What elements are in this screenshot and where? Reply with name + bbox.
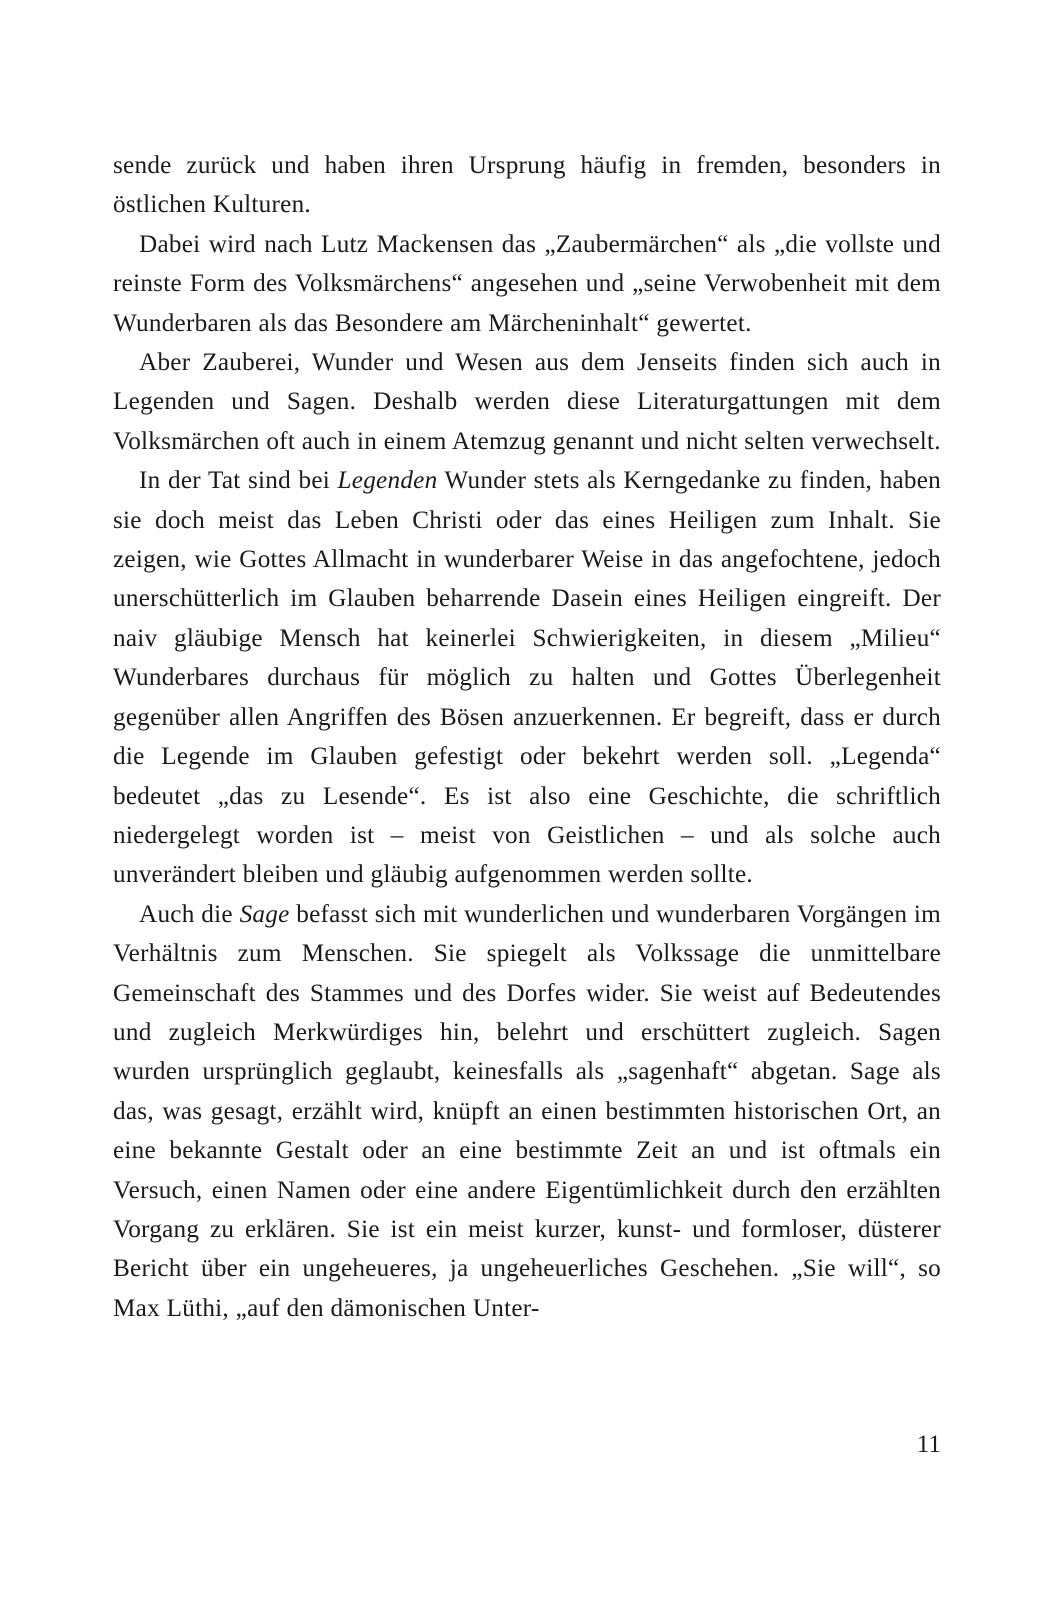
page-number: 11 bbox=[916, 1431, 941, 1458]
text-run: Dabei wird nach Lutz Mackensen das „Zaubermärchen“ als „die vollste und reinste Form des Volksmärchens“ angesehen und „seine Verwobenheit mit dem Wunderbaren als das Besondere am Märcheninhalt“ gewertet. bbox=[113, 230, 941, 337]
paragraph bbox=[113, 461, 941, 894]
text-run: Aber Zauberei, Wunder und Wesen aus dem Jenseits finden sich auch in Legenden und Sagen. Deshalb werden diese Literaturgattungen mit dem Volksmärchen oft auch in einem Atemzug genannt und nicht selten verwechselt. bbox=[113, 349, 941, 455]
body-text-block bbox=[113, 146, 941, 1328]
paragraph bbox=[113, 895, 941, 1328]
emphasized-term: Legenden bbox=[337, 467, 438, 495]
paragraph bbox=[113, 343, 941, 461]
paragraph bbox=[113, 146, 941, 225]
text-run: Auch die bbox=[139, 900, 240, 928]
text-run: In der Tat sind bei bbox=[139, 467, 338, 495]
text-run: sende zurück und haben ihren Ursprung häufig in fremden, besonders in östlichen Kulturen. bbox=[113, 152, 941, 219]
emphasized-term: Sage bbox=[239, 900, 290, 928]
text-run: Wunder stets als Kerngedanke zu finden, haben sie doch meist das Leben Christi oder das eines Heiligen zum Inhalt. Sie zeigen, wie Gottes Allmacht in wunderbarer Weise in das angefochtene, jedoch unerschütterlich im Glauben beharrende Dasein eines Heiligen eingreift. Der naiv gläubige Mensch hat keinerlei Schwierigkeiten, in diesem „Milieu“ Wunderbares durchaus für möglich zu halten und Gottes Überlegenheit gegenüber allen Angriffen des Bösen anzuerkennen. Er begreift, dass er durch die Legende im Glauben gefestigt oder bekehrt werden soll. „Legenda“ bedeutet „das zu Lesende“. Es ist also eine Geschichte, die schriftlich niedergelegt worden ist – meist von Geistlichen – und als solche auch unverändert bleiben und gläubig aufgenommen werden sollte. bbox=[113, 467, 941, 889]
text-run: befasst sich mit wunderlichen und wunderbaren Vorgängen im Verhältnis zum Menschen. Sie spiegelt als Volkssage die unmittelbare Gemeinschaft des Stammes und des Dorfes wider. Sie weist auf Bedeutendes und zugleich Merkwürdiges hin, belehrt und erschüttert zugleich. Sagen wurden ursprünglich geglaubt, keinesfalls als „sagenhaft“ abgetan. Sage als das, was gesagt, erzählt wird, knüpft an einen bestimmten historischen Ort, an eine bekannte Gestalt oder an eine bestimmte Zeit an und ist oftmals ein Versuch, einen Namen oder eine andere Eigentümlichkeit durch den erzählten Vorgang zu erklären. Sie ist ein meist kurzer, kunst- und formloser, düsterer Bericht über ein ungeheueres, ja ungeheuerliches Geschehen. „Sie will“, so Max Lüthi, „auf den dämonischen Unter- bbox=[113, 900, 941, 1322]
paragraph bbox=[113, 225, 941, 343]
